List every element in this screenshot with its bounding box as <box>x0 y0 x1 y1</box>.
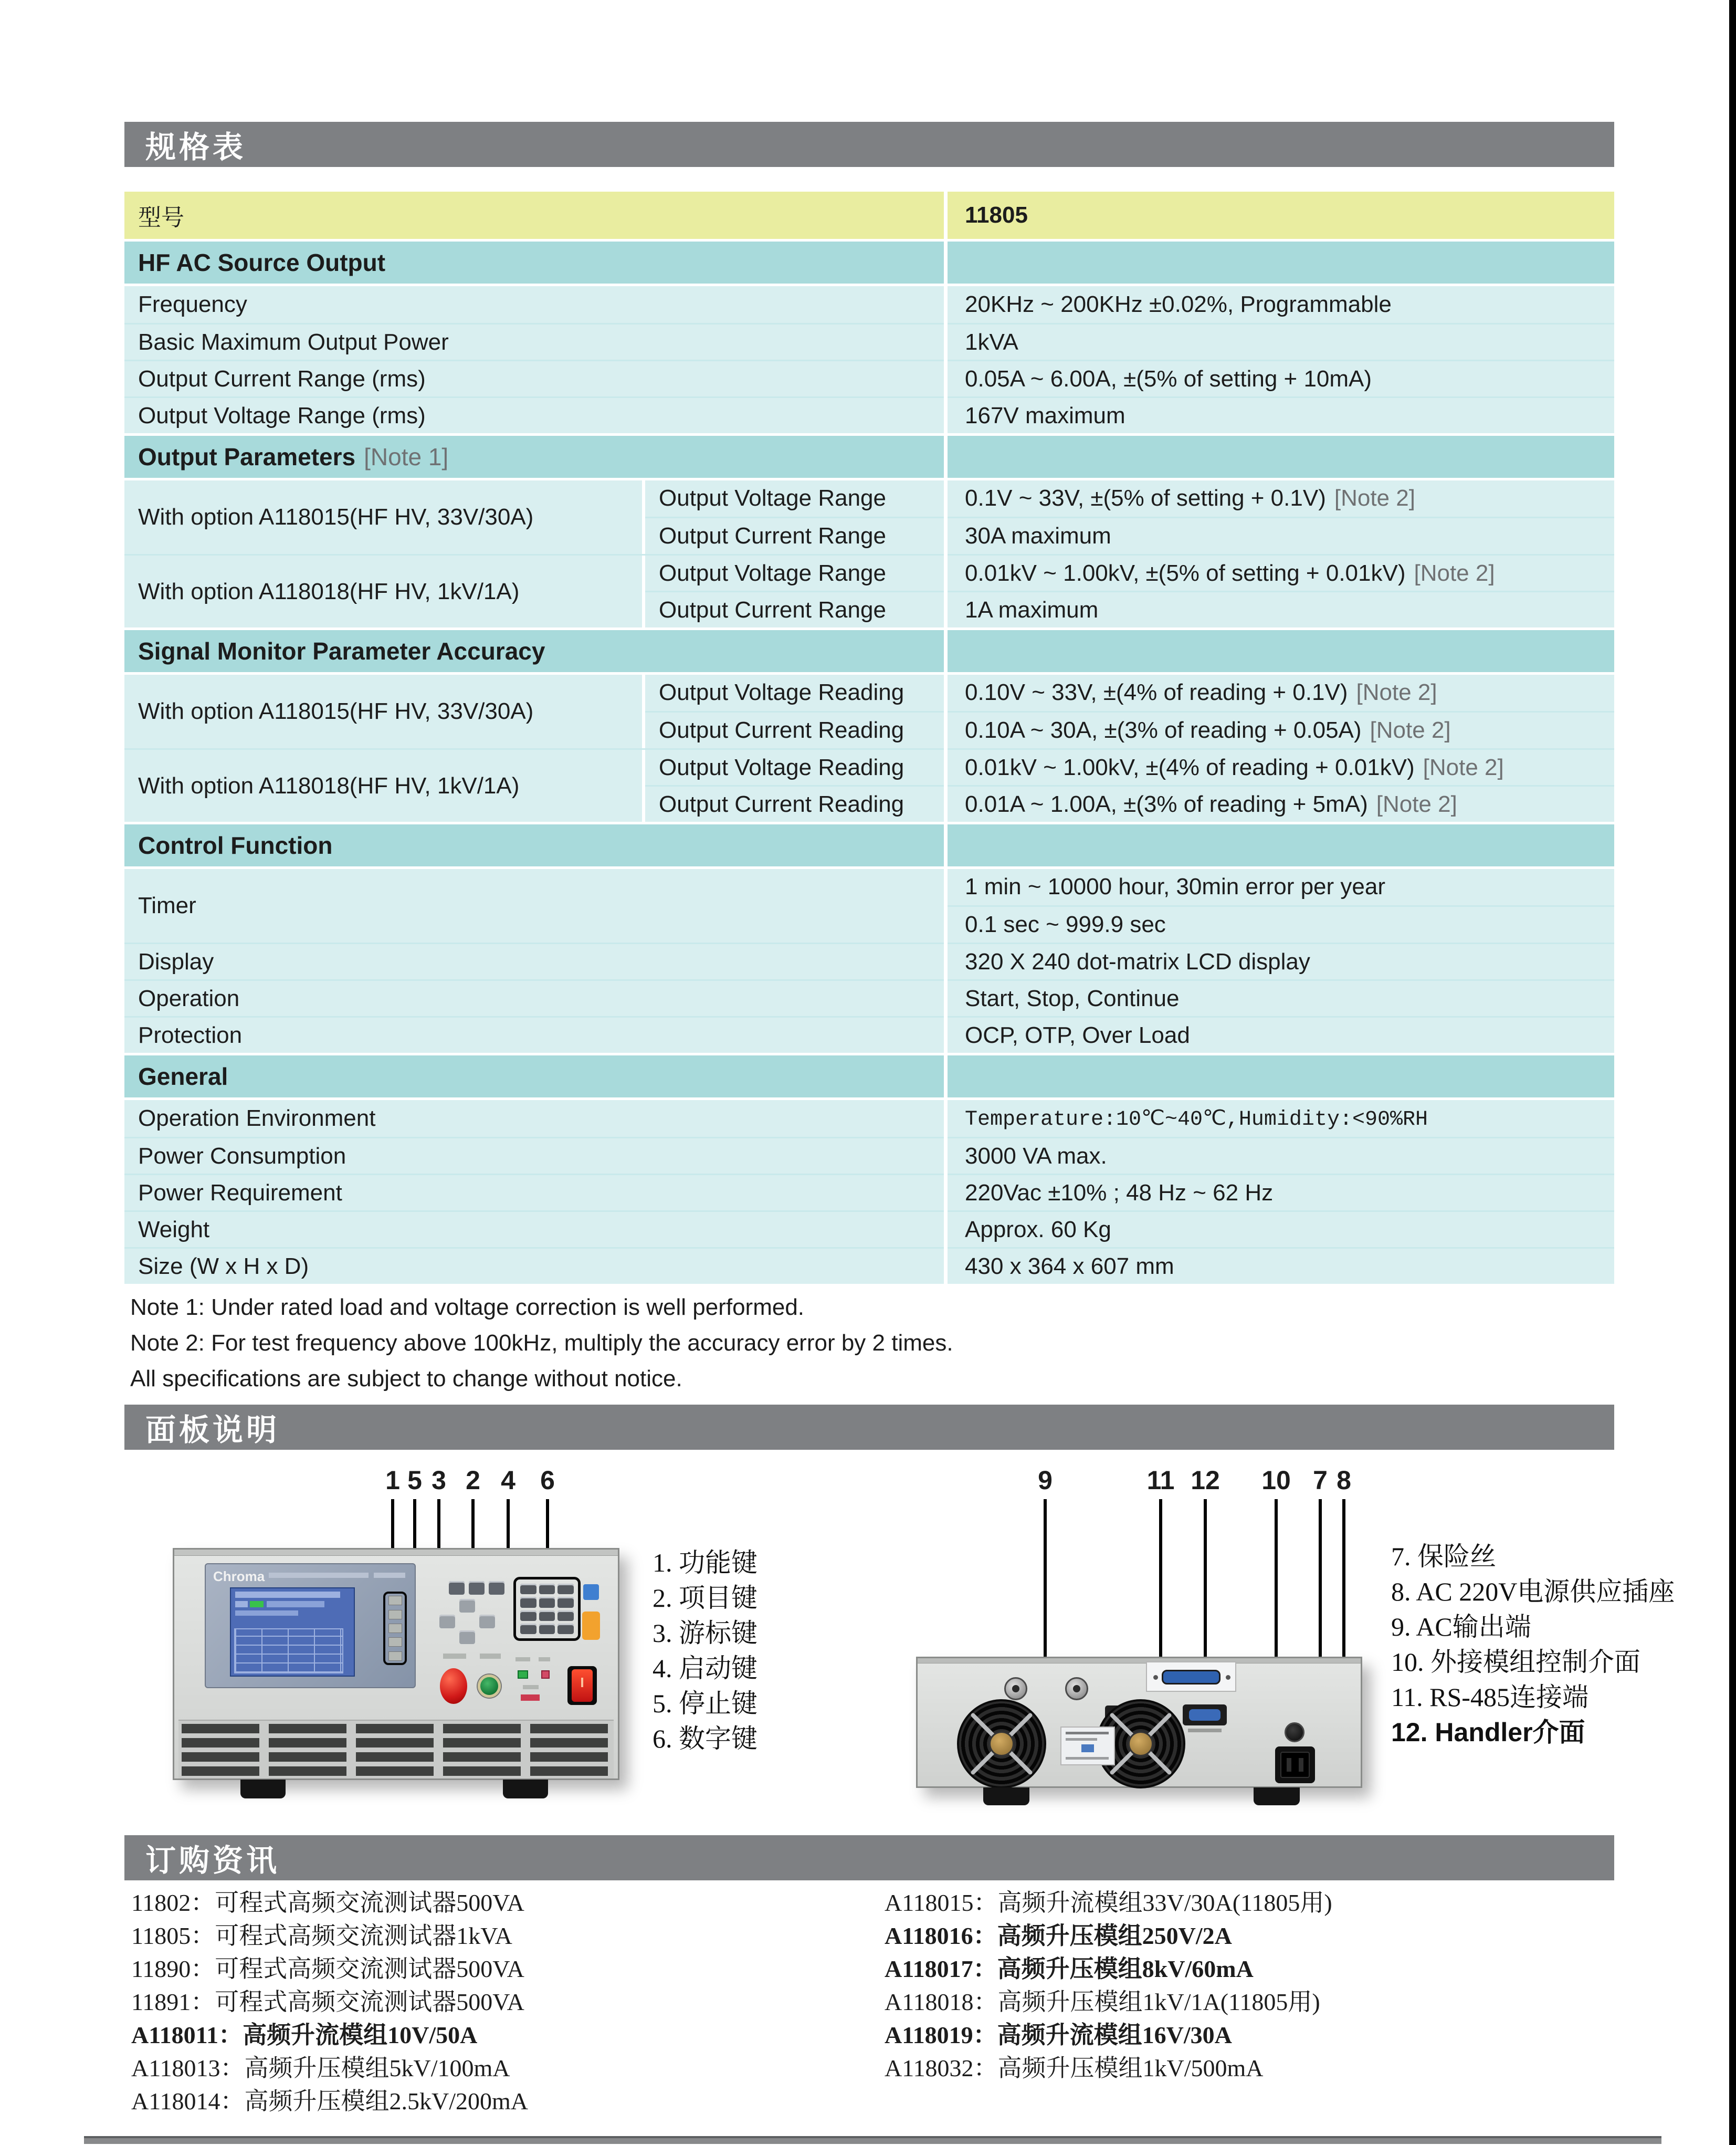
table-row <box>124 360 1614 396</box>
table-row <box>124 286 1614 323</box>
order-item: A118011：高频升流模组10V/50A <box>131 2021 478 2048</box>
table-group-row <box>124 748 1614 822</box>
cursor-up-key <box>459 1599 475 1613</box>
value-text: 1A maximum <box>965 597 1099 623</box>
front-foot <box>240 1780 286 1798</box>
table-row <box>124 943 1614 979</box>
order-item: A118016：高频升压模组250V/2A <box>885 1922 1232 1949</box>
row-label: Weight <box>124 1212 944 1247</box>
rear-foot <box>983 1787 1029 1805</box>
order-item: A118018：高频升压模组1kV/1A(11805用) <box>885 1988 1320 2015</box>
sub-label: Output Voltage Reading <box>645 675 944 711</box>
function-key <box>449 1581 465 1595</box>
row-label: Basic Maximum Output Power <box>124 325 944 360</box>
sub-value <box>944 592 1614 627</box>
rear-callout-list <box>1391 1539 1675 1750</box>
callout-line <box>1204 1499 1207 1670</box>
blue-key <box>583 1584 599 1600</box>
handler-interface-plate <box>1146 1661 1236 1692</box>
keypad-key <box>520 1624 536 1634</box>
ac-inlet <box>1275 1746 1315 1783</box>
table-row <box>124 1174 1614 1210</box>
table-row <box>124 1137 1614 1174</box>
keypad-key <box>539 1610 555 1621</box>
callout-number: 3 <box>432 1466 446 1495</box>
fuse-holder <box>1285 1722 1304 1742</box>
callout-number: 4 <box>501 1466 515 1495</box>
fan-hub <box>989 1731 1014 1756</box>
callout-number: 12 <box>1191 1466 1220 1495</box>
sub-label: Output Current Range <box>645 592 944 627</box>
handler-connector <box>1162 1670 1221 1684</box>
table-row <box>124 323 1614 360</box>
row-label: Power Consumption <box>124 1138 944 1174</box>
order-item: A118013：高频升压模组5kV/100mA <box>131 2054 510 2081</box>
table-row <box>124 1016 1614 1053</box>
callout-line <box>1044 1499 1047 1663</box>
green-led <box>518 1670 528 1679</box>
bezel-text-bar <box>269 1573 369 1578</box>
callout-number: 5 <box>407 1466 422 1495</box>
orange-key <box>582 1612 600 1640</box>
sub-row <box>645 517 1614 554</box>
order-item: 11891：可程式高频交流测试器500VA <box>131 1988 524 2015</box>
row-value: Start, Stop, Continue <box>944 981 1614 1016</box>
sub-value <box>944 480 1614 517</box>
order-item: A118017：高频升压模组8kV/60mA <box>885 1955 1254 1982</box>
soft-key <box>388 1596 402 1605</box>
group-label: Timer <box>124 869 944 943</box>
panel-section-bar <box>124 1405 1614 1450</box>
section-header-general <box>124 1053 1614 1100</box>
row-value: 220Vac ±10% ; 48 Hz ~ 62 Hz <box>944 1175 1614 1210</box>
start-button-green <box>478 1675 501 1698</box>
callout-number: 8 <box>1337 1466 1351 1495</box>
order-item: A118032：高频升压模组1kV/500mA <box>885 2054 1264 2081</box>
list-item: 10. 外接模组控制介面 <box>1391 1647 1640 1677</box>
table-row-model <box>124 192 1614 239</box>
post-center <box>1012 1685 1019 1692</box>
lcd-screen <box>230 1587 355 1677</box>
stop-button-red <box>440 1668 467 1704</box>
page-scan-edge <box>1729 0 1736 2145</box>
list-item: 8. AC 220V电源供应插座 <box>1391 1577 1675 1606</box>
button-label-bar <box>443 1654 466 1659</box>
red-led <box>541 1670 550 1679</box>
table-group-row-timer <box>124 869 1614 943</box>
list-item: 2. 项目键 <box>653 1583 757 1613</box>
led-label-bar <box>523 1685 539 1689</box>
soft-key-strip <box>383 1592 407 1665</box>
sub-row <box>645 556 1614 591</box>
sub-value <box>944 713 1614 749</box>
callout-number: 1 <box>385 1466 400 1495</box>
row-value: 430 x 364 x 607 mm <box>944 1249 1614 1284</box>
connector-screw <box>1153 1675 1158 1680</box>
ordering-list-right <box>885 1884 1332 2083</box>
row-label: Size (W x H x D) <box>124 1249 944 1284</box>
row-value: 0.05A ~ 6.00A, ±(5% of setting + 10mA) <box>944 361 1614 396</box>
front-foot <box>503 1780 548 1798</box>
row-value: 3000 VA max. <box>944 1138 1614 1174</box>
table-group-row <box>124 675 1614 748</box>
section-header-output-params <box>124 433 1614 480</box>
cooling-fan <box>957 1699 1046 1788</box>
ordering-section-bar <box>124 1835 1614 1880</box>
screen-text-row <box>235 1601 248 1607</box>
row-value: OCP, OTP, Over Load <box>944 1018 1614 1053</box>
led-label-bar <box>539 1657 550 1661</box>
sub-value <box>944 556 1614 591</box>
group-label: With option A118018(HF HV, 1kV/1A) <box>124 750 645 822</box>
spec-section-title: 规格表 <box>145 130 247 164</box>
table-row <box>124 1210 1614 1247</box>
row-label: Output Current Range (rms) <box>124 361 944 396</box>
sub-value: 1 min ~ 10000 hour, 30min error per year <box>944 869 1614 905</box>
page-footer-rule <box>84 2136 1661 2144</box>
sub-row <box>944 869 1614 905</box>
table-row <box>124 1247 1614 1284</box>
row-label: Display <box>124 944 944 979</box>
sub-label: Output Voltage Range <box>645 556 944 591</box>
value-text: 0.10A ~ 30A, ±(3% of reading + 0.05A) <box>965 717 1362 743</box>
model-label: 型号 <box>124 192 944 239</box>
callout-number: 7 <box>1313 1466 1328 1495</box>
order-item: A118014：高频升压模组2.5kV/200mA <box>131 2087 529 2115</box>
soft-key <box>388 1637 402 1647</box>
ac-output-post <box>1065 1677 1088 1700</box>
section-header-note: [Note 1] <box>364 443 449 470</box>
section-header-signal <box>124 627 1614 675</box>
sub-row <box>645 750 1614 785</box>
value-note: [Note 2] <box>1334 485 1415 511</box>
table-row <box>124 1100 1614 1137</box>
plate-text-bar <box>1066 1732 1109 1734</box>
group-label: With option A118015(HF HV, 33V/30A) <box>124 480 645 554</box>
sub-label: Output Current Range <box>645 518 944 554</box>
keypad-key <box>539 1624 555 1634</box>
section-header-text: Control Function <box>138 832 333 859</box>
sub-value <box>944 518 1614 554</box>
row-label: Power Requirement <box>124 1175 944 1210</box>
list-item: 3. 游标键 <box>653 1618 757 1648</box>
red-led-bar <box>521 1694 540 1701</box>
screen-highlight-cell <box>250 1601 264 1607</box>
front-callout-list <box>653 1545 757 1756</box>
screen-text-row <box>267 1601 324 1607</box>
group-label: With option A118015(HF HV, 33V/30A) <box>124 675 645 748</box>
spec-notes <box>130 1290 953 1397</box>
spec-table <box>124 192 1614 1284</box>
cursor-down-key <box>459 1630 475 1644</box>
rear-top-edge <box>918 1658 1361 1663</box>
sub-label: Output Voltage Range <box>645 480 944 517</box>
value-text: 0.01kV ~ 1.00kV, ±(5% of setting + 0.01kV) <box>965 560 1406 586</box>
plate-logo-chip <box>1081 1744 1094 1752</box>
plate-text-bar <box>1066 1738 1097 1741</box>
function-key <box>469 1581 485 1595</box>
order-item: 11802：可程式高频交流测试器500VA <box>131 1889 524 1916</box>
callout-number: 11 <box>1146 1466 1175 1495</box>
rear-foot <box>1254 1787 1300 1805</box>
sub-row <box>645 711 1614 749</box>
row-value: Approx. 60 Kg <box>944 1212 1614 1247</box>
value-note: [Note 2] <box>1376 791 1457 817</box>
list-item: 4. 启动键 <box>653 1654 757 1683</box>
screen-table-grid <box>234 1628 343 1673</box>
value-text: 0.01A ~ 1.00A, ±(3% of reading + 5mA) <box>965 791 1368 817</box>
value-text: 0.01kV ~ 1.00kV, ±(4% of reading + 0.01kV) <box>965 754 1415 780</box>
order-item: A118015：高频升流模组33V/30A(11805用) <box>885 1889 1332 1916</box>
keypad-key <box>539 1597 555 1607</box>
list-item: 11. RS-485连接端 <box>1391 1682 1588 1712</box>
keypad-key <box>557 1610 574 1621</box>
row-value: 1kVA <box>944 325 1614 360</box>
section-header-text: HF AC Source Output <box>138 249 386 276</box>
value-text: 30A maximum <box>965 522 1111 549</box>
brand-logo: Chroma <box>213 1568 265 1584</box>
value-note: [Note 2] <box>1414 560 1495 586</box>
note-disclaimer: All specifications are subject to change without notice. <box>130 1366 682 1391</box>
front-top-edge <box>174 1550 618 1556</box>
keypad-key <box>520 1584 536 1594</box>
sub-row <box>645 785 1614 822</box>
button-label-bar <box>480 1654 501 1659</box>
value-text: 0.10V ~ 33V, ±(4% of reading + 0.1V) <box>965 679 1348 706</box>
sub-row <box>944 905 1614 943</box>
ac-inlet-slot <box>1287 1758 1291 1772</box>
soft-key <box>388 1651 402 1661</box>
vent-row <box>182 1766 611 1776</box>
sub-row <box>645 675 1614 711</box>
rear-panel-photo <box>916 1657 1362 1788</box>
front-panel-photo <box>173 1548 619 1780</box>
soft-key <box>388 1624 402 1633</box>
row-label: Operation Environment <box>124 1100 944 1137</box>
section-header-hf-ac <box>124 239 1614 286</box>
list-item: 6. 数字键 <box>653 1724 757 1753</box>
row-value: 20KHz ~ 200KHz ±0.02%, Programmable <box>944 286 1614 323</box>
value-note: [Note 2] <box>1356 679 1437 706</box>
row-label: Output Voltage Range (rms) <box>124 398 944 433</box>
row-label: Protection <box>124 1018 944 1053</box>
soft-key <box>388 1610 402 1619</box>
screen-text-row <box>235 1592 340 1598</box>
row-value: 320 X 240 dot-matrix LCD display <box>944 944 1614 979</box>
power-switch-marker <box>581 1678 583 1687</box>
sub-value <box>944 787 1614 822</box>
value-text: 0.1V ~ 33V, ±(5% of setting + 0.1V) <box>965 485 1326 511</box>
panel-section-title: 面板说明 <box>145 1413 280 1447</box>
ac-inlet-socket <box>1280 1752 1310 1778</box>
table-group-row <box>124 480 1614 554</box>
model-value: 11805 <box>944 192 1614 239</box>
callout-number: 10 <box>1261 1466 1291 1495</box>
name-plate <box>1060 1727 1115 1765</box>
list-item: 7. 保险丝 <box>1391 1542 1496 1571</box>
cursor-right-key <box>479 1615 495 1628</box>
table-row <box>124 979 1614 1016</box>
value-note: [Note 2] <box>1370 717 1451 743</box>
screen-text-row <box>235 1610 298 1616</box>
sub-value <box>944 675 1614 711</box>
vent-row <box>182 1738 611 1748</box>
led-label-bar <box>515 1657 530 1661</box>
list-item: 1. 功能键 <box>653 1548 757 1577</box>
note-2: Note 2: For test frequency above 100kHz, multiply the accuracy error by 2 times. <box>130 1330 953 1356</box>
ac-inlet-slot <box>1299 1758 1303 1772</box>
section-header-text: Signal Monitor Parameter Accuracy <box>138 637 545 665</box>
table-group-row <box>124 554 1614 627</box>
keypad-key <box>557 1597 574 1607</box>
note-1: Note 1: Under rated load and voltage correction is well performed. <box>130 1294 805 1320</box>
connector-label-bar <box>1188 1729 1222 1732</box>
section-header-text: General <box>138 1063 228 1090</box>
value-note: [Note 2] <box>1423 754 1504 780</box>
keypad-key <box>539 1584 555 1594</box>
order-item: 11805：可程式高频交流测试器1kVA <box>131 1922 512 1949</box>
callout-number: 2 <box>466 1466 480 1495</box>
function-key <box>489 1581 504 1595</box>
module-control-pins <box>1189 1709 1221 1721</box>
row-label: Frequency <box>124 286 944 323</box>
fan-hub <box>1128 1731 1153 1756</box>
ac-output-post <box>1004 1677 1027 1700</box>
section-header-control <box>124 822 1614 869</box>
callout-number: 6 <box>540 1466 555 1495</box>
ordering-list-left <box>131 1884 528 2116</box>
order-item: 11890：可程式高频交流测试器500VA <box>131 1955 524 1982</box>
cursor-left-key <box>439 1615 455 1628</box>
plate-text-bar <box>1066 1757 1109 1760</box>
sub-value <box>944 750 1614 785</box>
row-value: Temperature:10℃~40℃,Humidity:<90%RH <box>944 1100 1614 1137</box>
callout-number: 9 <box>1038 1466 1053 1495</box>
list-item: 9. AC输出端 <box>1391 1612 1531 1641</box>
sub-value: 0.1 sec ~ 999.9 sec <box>944 907 1614 943</box>
sub-label: Output Voltage Reading <box>645 750 944 785</box>
numeric-keypad <box>513 1577 581 1641</box>
group-label: With option A118018(HF HV, 1kV/1A) <box>124 556 645 627</box>
keypad-key <box>520 1610 536 1621</box>
keypad-key <box>557 1584 574 1594</box>
vent-row <box>182 1724 611 1733</box>
spec-section-bar <box>124 122 1614 167</box>
section-header-text: Output Parameters <box>138 443 356 470</box>
row-value: 167V maximum <box>944 398 1614 433</box>
keypad-key <box>557 1624 574 1634</box>
post-center <box>1073 1685 1080 1692</box>
vent-row <box>182 1752 611 1762</box>
power-switch-bezel <box>567 1666 597 1705</box>
sub-label: Output Current Reading <box>645 787 944 822</box>
sub-row <box>645 591 1614 627</box>
list-item: 12. Handler介面 <box>1391 1718 1585 1747</box>
keypad-key <box>520 1597 536 1607</box>
table-row <box>124 396 1614 433</box>
module-control-connector <box>1183 1704 1227 1725</box>
connector-screw <box>1226 1675 1230 1680</box>
list-item: 5. 停止键 <box>653 1689 757 1718</box>
bezel-text-bar <box>374 1573 405 1578</box>
ordering-section-title: 订购资讯 <box>145 1844 280 1878</box>
row-label: Operation <box>124 981 944 1016</box>
sub-row <box>645 480 1614 517</box>
table-column-divider <box>944 192 948 1284</box>
order-item: A118019：高频升流模组16V/30A <box>885 2021 1232 2048</box>
sub-label: Output Current Reading <box>645 713 944 749</box>
